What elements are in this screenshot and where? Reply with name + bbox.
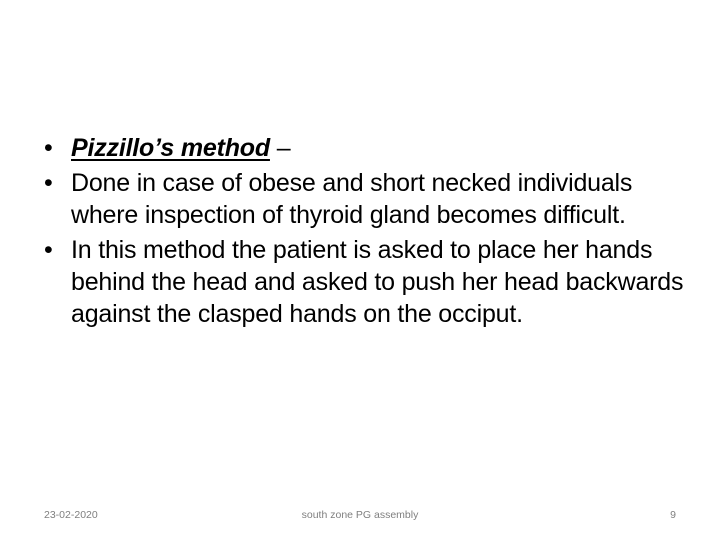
footer-title: south zone PG assembly xyxy=(301,509,419,521)
bullet-item-procedure xyxy=(44,234,694,330)
bullet-glyph: • xyxy=(44,134,53,162)
bullet-list xyxy=(44,132,694,333)
method-dash: – xyxy=(269,134,291,162)
method-name: Pizzillo’s method xyxy=(71,134,270,162)
slide-number: 9 xyxy=(670,509,676,521)
footer-date: 23-02-2020 xyxy=(44,509,98,521)
bullet-item-method-title xyxy=(44,132,694,164)
bullet-item-indication xyxy=(44,167,694,231)
bullet-glyph: • xyxy=(44,236,53,264)
bullet-glyph: • xyxy=(44,169,53,197)
bullet-text-indication: Done in case of obese and short necked individuals where inspection of thyroid gland becomes difficult. xyxy=(71,169,633,229)
bullet-text-procedure: In this method the patient is asked to place her hands behind the head and asked to push her head backwards against the clasped hands on the occiput. xyxy=(71,236,684,328)
